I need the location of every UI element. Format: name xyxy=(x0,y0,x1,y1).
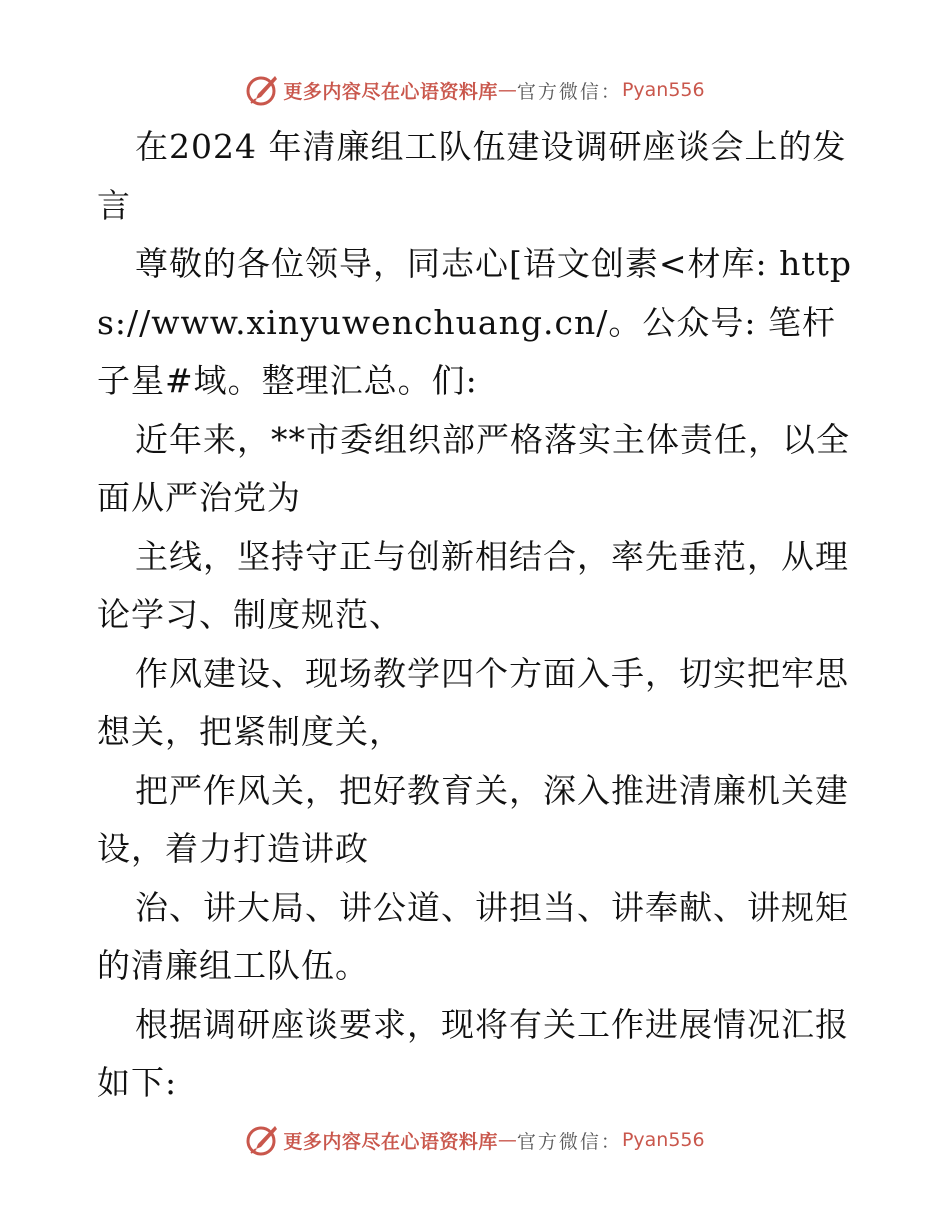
document-body xyxy=(97,118,855,1113)
watermark-wechat-id: Pyan556 xyxy=(621,79,705,101)
paragraph: 根据调研座谈要求，现将有关工作进展情况汇报如下: xyxy=(97,1004,849,1102)
header-watermark xyxy=(0,70,950,110)
paragraph-salutation: 尊敬的各位领导，同志心[语文创素<材库: https://www.xinyuwenchuang.cn/。公众号: 笔杆子星#域。整理汇总。们: xyxy=(97,244,853,400)
paragraph: 近年来，**市委组织部严格落实主体责任，以全面从严治党为 xyxy=(97,419,850,517)
watermark-separator: — xyxy=(497,79,517,101)
footer-watermark xyxy=(0,1120,950,1160)
watermark-wechat-label: 官方微信： xyxy=(516,1130,622,1153)
watermark-brand-text: 更多内容尽在心语资料库 xyxy=(283,80,498,103)
watermark-wechat-id: Pyan556 xyxy=(621,1129,705,1151)
paragraph: 主线，坚持守正与创新相结合，率先垂范，从理论学习、制度规范、 xyxy=(97,536,849,634)
watermark-brand-text: 更多内容尽在心语资料库 xyxy=(283,1130,498,1153)
watermark-wechat-label: 官方微信： xyxy=(516,80,622,103)
watermark-separator: — xyxy=(497,1129,517,1151)
paragraph: 治、讲大局、讲公道、讲担当、讲奉献、讲规矩的清廉组工队伍。 xyxy=(97,887,849,985)
quill-pen-logo-icon xyxy=(245,1123,279,1157)
paragraph: 作风建设、现场教学四个方面入手，切实把牢思想关，把紧制度关， xyxy=(97,653,849,751)
paragraph: 把严作风关，把好教育关，深入推进清廉机关建设，着力打造讲政 xyxy=(97,770,849,868)
document-title: 在2024 年清廉组工队伍建设调研座谈会上的发言 xyxy=(97,127,847,225)
quill-pen-logo-icon xyxy=(245,73,279,107)
